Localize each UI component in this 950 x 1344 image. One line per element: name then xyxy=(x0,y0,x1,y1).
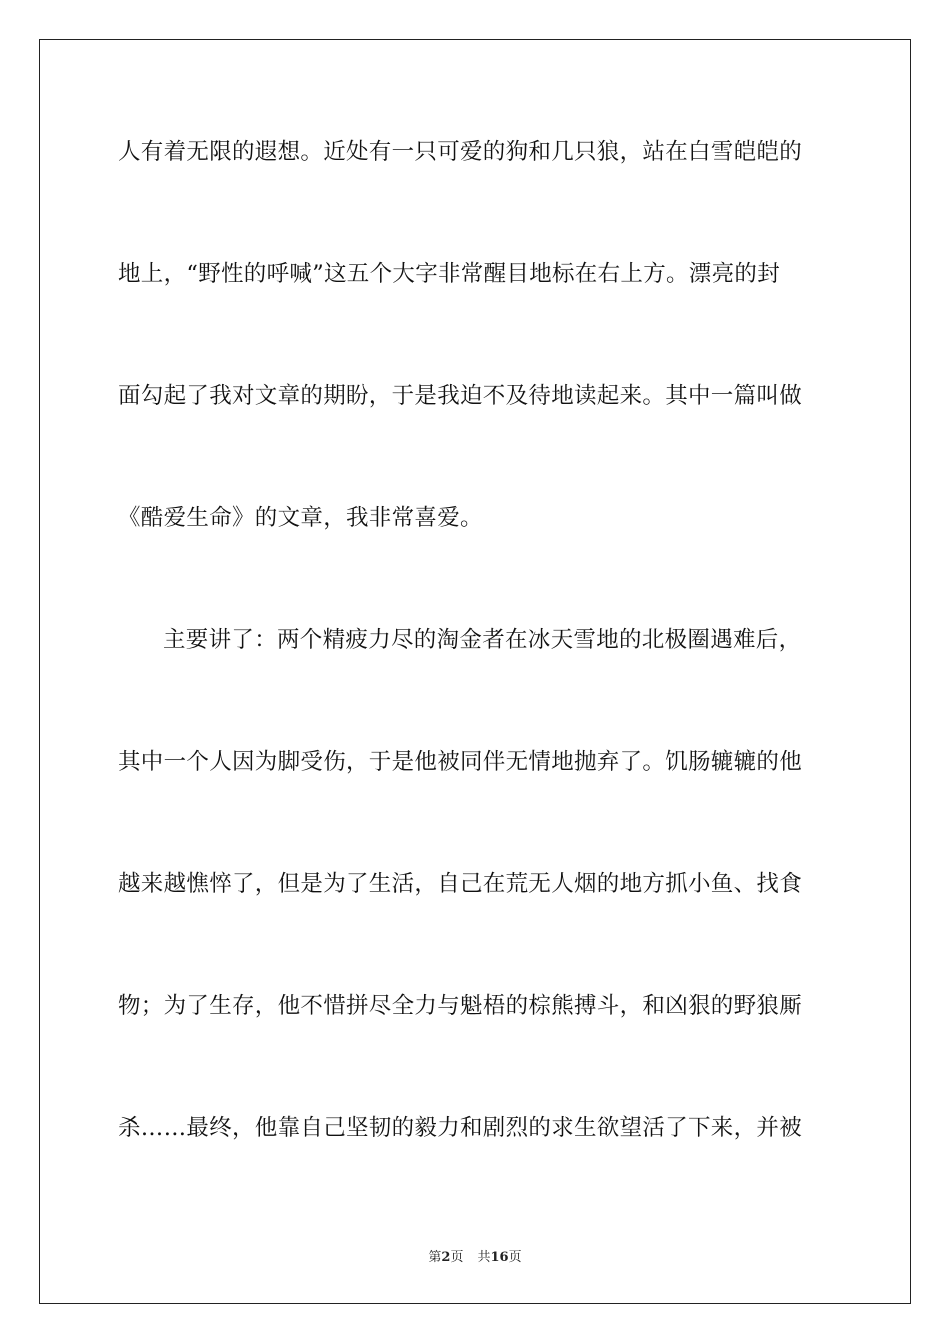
body-text-line: 人有着无限的遐想。近处有一只可爱的狗和几只狼，站在白雪皑皑的 xyxy=(118,139,803,165)
total-pages-prefix: 共 xyxy=(477,1250,491,1265)
page-number-prefix: 第 xyxy=(428,1250,442,1265)
body-text-line: 面勾起了我对文章的期盼，于是我迫不及待地读起来。其中一篇叫做 xyxy=(118,383,803,409)
body-text-line: 杀……最终，他靠自己坚韧的毅力和剧烈的求生欲望活了下来，并被 xyxy=(118,1115,803,1141)
body-text-line: 越来越憔悴了，但是为了生活，自己在荒无人烟的地方抓小鱼、找食 xyxy=(118,871,803,897)
body-text-line: 其中一个人因为脚受伤，于是他被同伴无情地抛弃了。饥肠辘辘的他 xyxy=(118,749,803,775)
total-pages-suffix: 页 xyxy=(508,1250,522,1265)
body-text-line: 物；为了生存，他不惜拼尽全力与魁梧的棕熊搏斗，和凶狠的野狼厮 xyxy=(118,993,803,1019)
body-text-line-indented: 主要讲了：两个精疲力尽的淘金者在冰天雪地的北极圈遇难后， xyxy=(163,627,802,653)
body-text-line: 地上，“野性的呼喊”这五个大字非常醒目地标在右上方。漂亮的封 xyxy=(118,261,781,287)
total-page-count: 16 xyxy=(490,1250,509,1265)
body-text-line: 《酷爱生命》的文章，我非常喜爱。 xyxy=(118,505,483,531)
page-footer xyxy=(0,1250,950,1266)
page-number-suffix: 页 xyxy=(450,1250,464,1265)
current-page-number: 2 xyxy=(441,1250,451,1265)
